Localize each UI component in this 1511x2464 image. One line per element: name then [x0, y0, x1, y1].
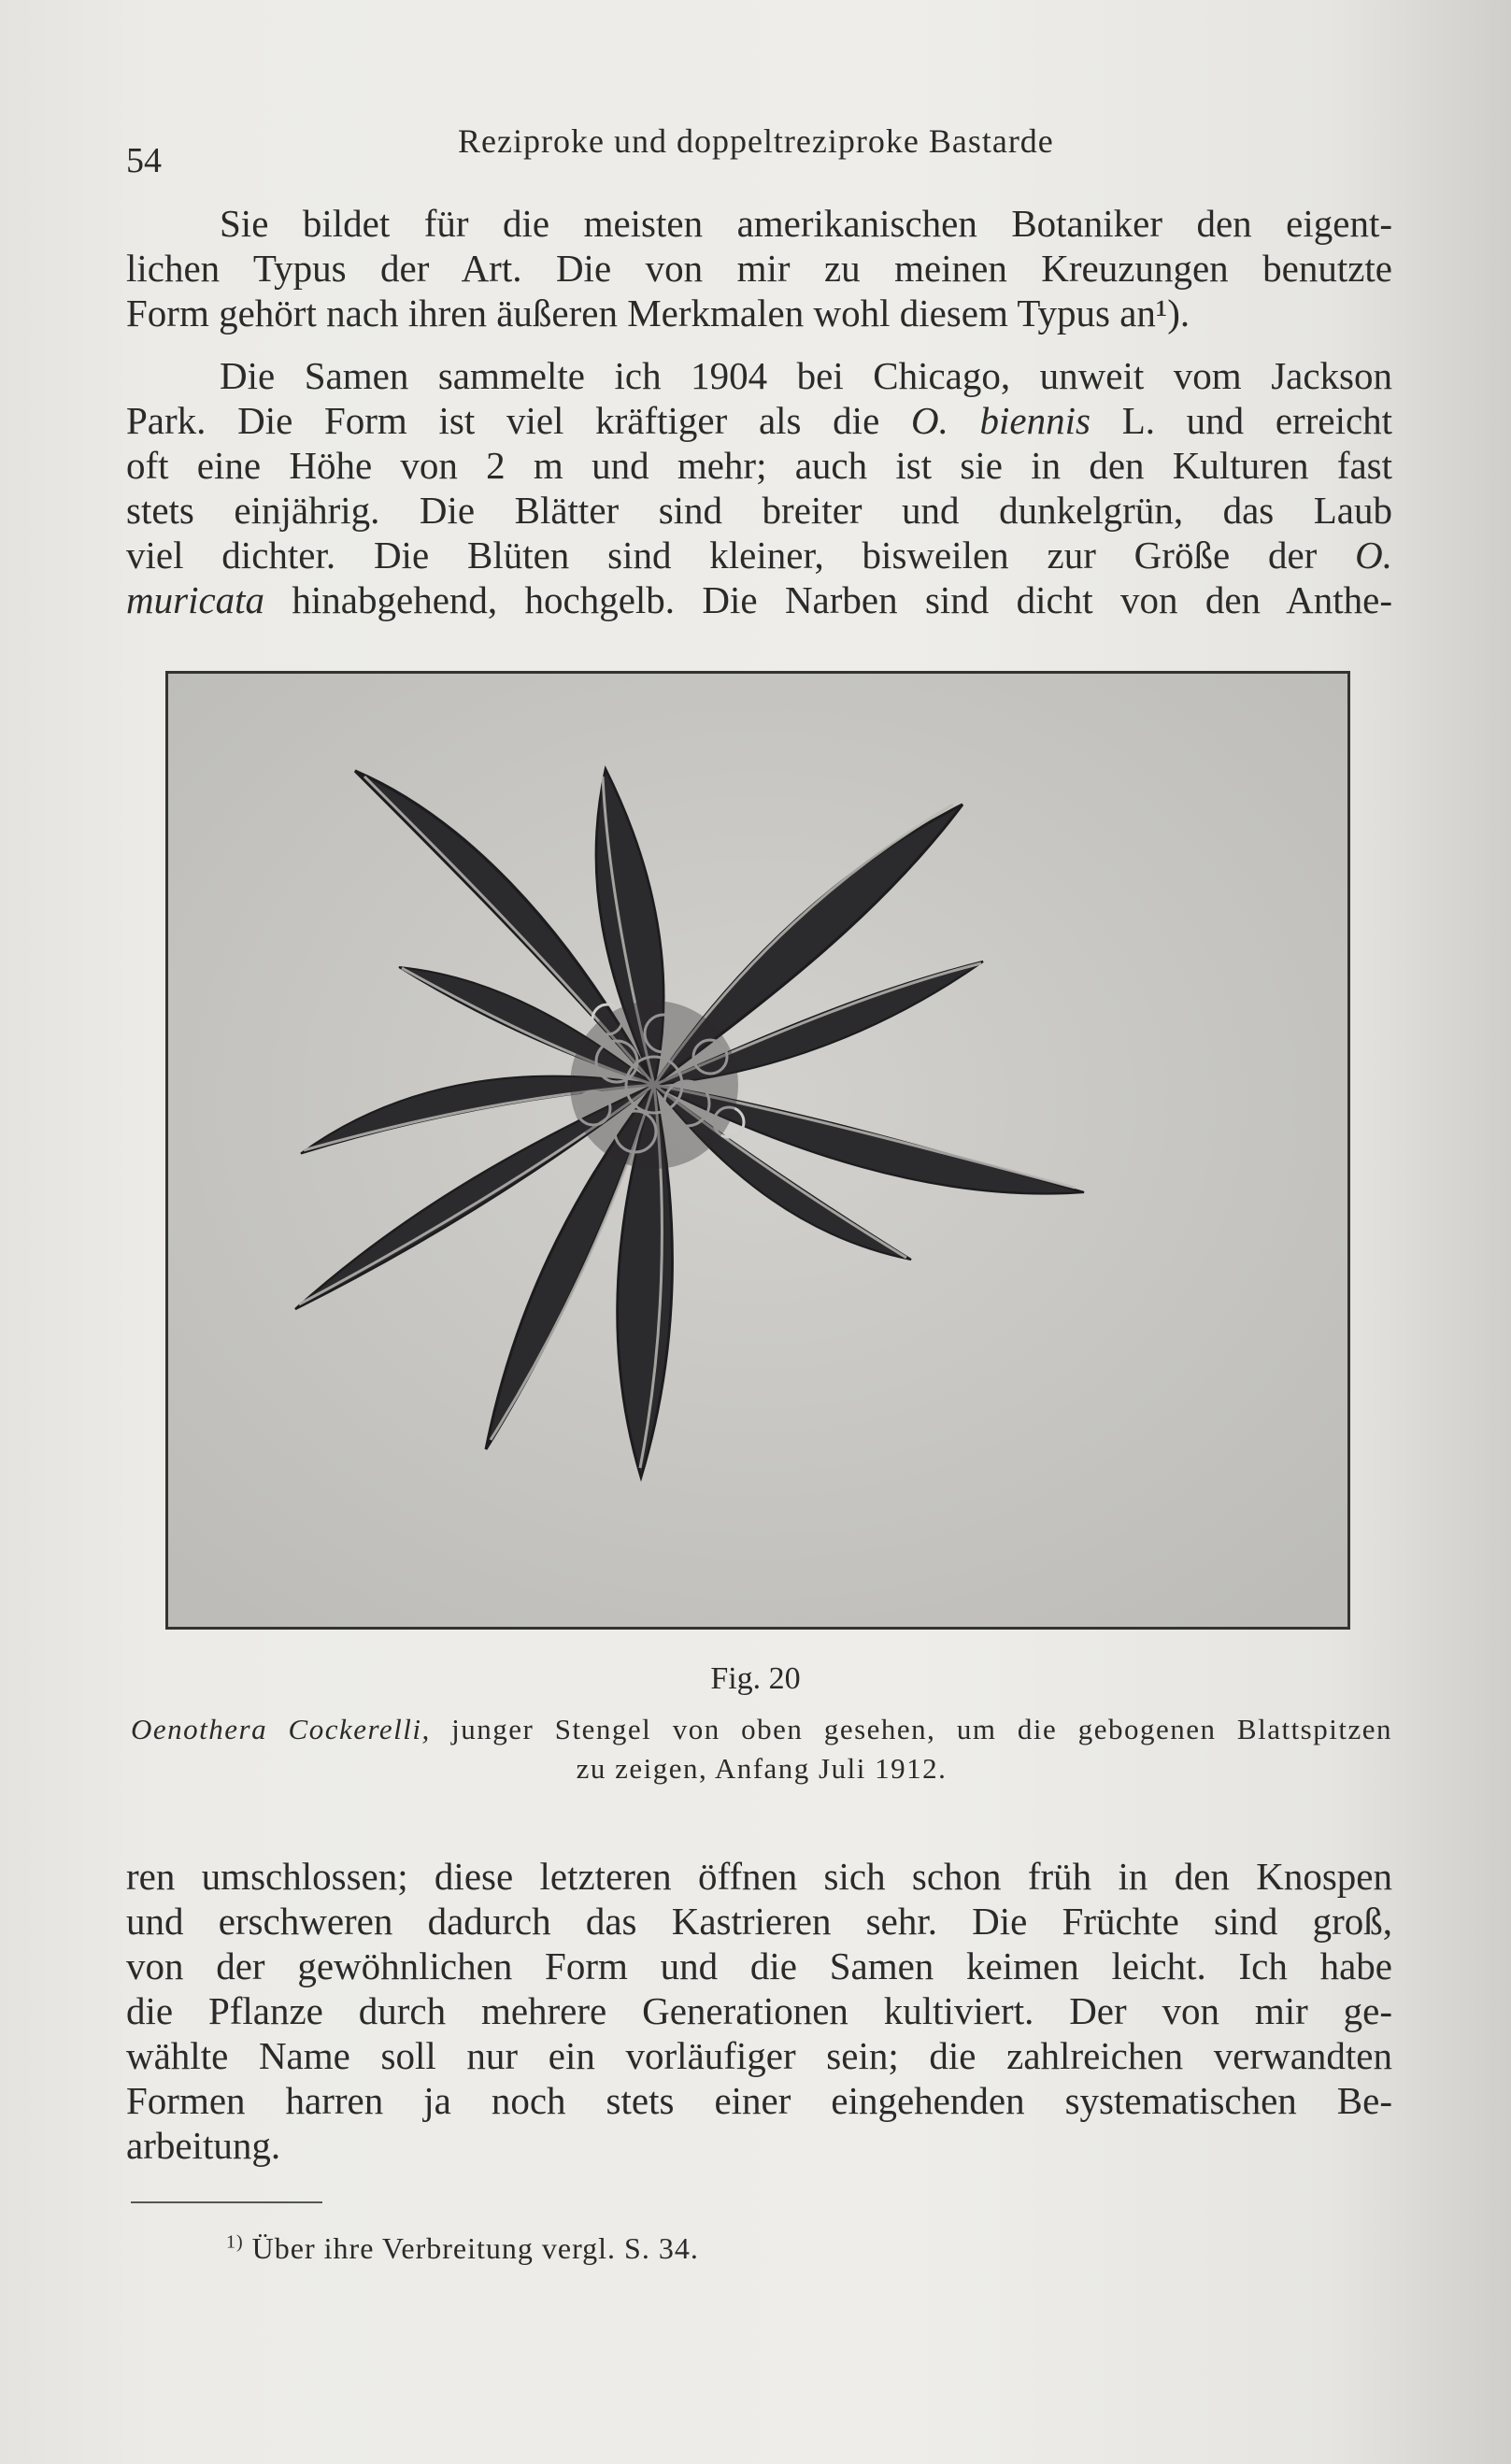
text-line: wählte Name soll nur ein vorläufiger sein; die zahlreichen verwandten [126, 2034, 1392, 2077]
text-line: viel dichter. Die Blüten sind kleiner, bisweilen zur Größe der O. [126, 534, 1393, 577]
text-line: Die Samen sammelte ich 1904 bei Chicago, unweit vom Jackson [220, 354, 1392, 397]
page-header [126, 121, 1397, 178]
text-line: Formen harren ja noch stets einer eingehenden systematischen Be- [126, 2079, 1392, 2122]
figure-caption [131, 1710, 1392, 1788]
caption-line: Oenothera Cockerelli, junger Stengel von oben gesehen, um die gebogenen Blattspitzen [131, 1713, 1392, 1745]
footnote [226, 2231, 699, 2266]
caption-line: zu zeigen, Anfang Juli 1912. [576, 1752, 948, 1785]
plant-rosette-image [168, 674, 1347, 1627]
text-line: Park. Die Form ist viel kräftiger als die O. biennis L. und erreicht [126, 399, 1393, 442]
text-line: arbeitung. [126, 2124, 281, 2167]
paragraph-3 [126, 1854, 1392, 2168]
page-number: 54 [126, 141, 162, 180]
text-line: stets einjährig. Die Blätter sind breiter und dunkelgrün, das Laub [126, 489, 1392, 532]
paragraph-2 [126, 353, 1392, 622]
footnote-marker: 1) [226, 2231, 244, 2253]
text-line: Sie bildet für die meisten amerikanischen Botaniker den eigent- [220, 202, 1392, 245]
text-line: von der gewöhnlichen Form und die Samen keimen leicht. Ich habe [126, 1944, 1392, 1987]
text-line: die Pflanze durch mehrere Generationen kultiviert. Der von mir ge- [126, 1989, 1392, 2032]
text-line: ren umschlossen; diese letzteren öffnen sich schon früh in den Knospen [126, 1855, 1392, 1898]
footnote-text: Über ihre Verbreitung vergl. S. 34. [251, 2231, 699, 2265]
running-head: Reziproke und doppeltreziproke Bastarde [458, 122, 1054, 160]
figure-photo [165, 671, 1350, 1630]
text-line: oft eine Höhe von 2 m und mehr; auch ist sie in den Kulturen fast [126, 444, 1392, 487]
text-line: muricata hinabgehend, hochgelb. Die Narben sind dicht von den Anthe- [126, 578, 1392, 621]
text-line: Form gehört nach ihren äußeren Merkmalen wohl diesem Typus an¹). [126, 292, 1190, 335]
footnote-divider [131, 2201, 322, 2203]
figure-number: Fig. 20 [710, 1661, 801, 1696]
text-line: und erschweren dadurch das Kastrieren sehr. Die Früchte sind groß, [126, 1900, 1392, 1943]
paragraph-1 [126, 201, 1392, 335]
caption-species: Oenothera Cockerelli, [131, 1713, 431, 1745]
text-line: lichen Typus der Art. Die von mir zu meinen Kreuzungen benutzte [126, 247, 1392, 290]
